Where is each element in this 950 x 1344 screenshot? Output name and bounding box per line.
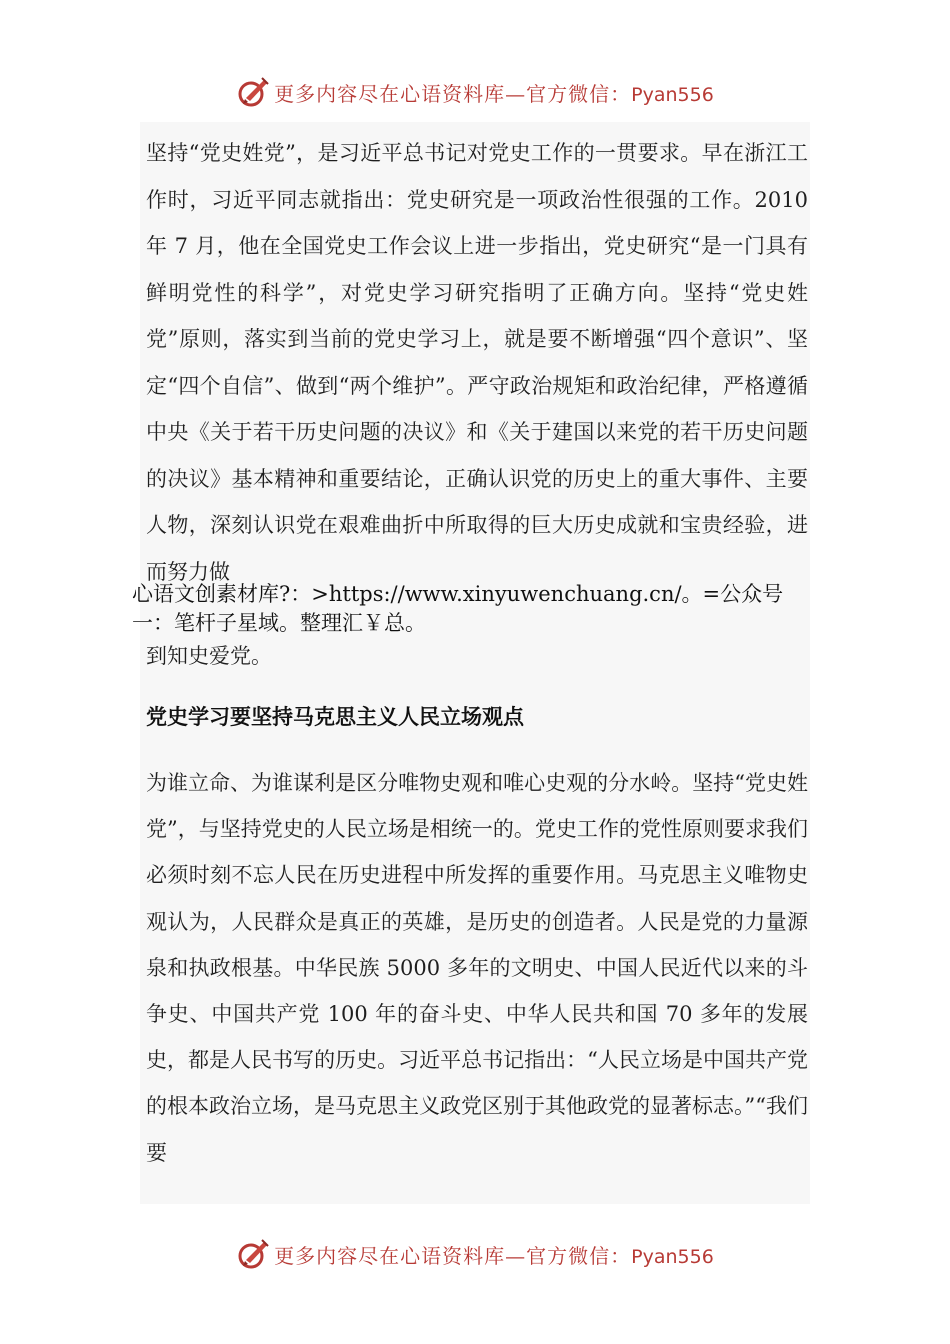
banner-wechat-id: Pyan556 xyxy=(631,1245,714,1268)
section-heading: 党史学习要坚持马克思主义人民立场观点 xyxy=(146,704,524,729)
banner-title: 更多内容尽在心语资料库 xyxy=(274,1243,506,1268)
banner-label: 官方微信： xyxy=(526,1243,632,1268)
header-banner xyxy=(0,72,950,112)
article-paragraph-2: 为谁立命、为谁谋利是区分唯物史观和唯心史观的分水岭。坚持“党史姓党”，与坚持党史的人民立场是相统一的。党史工作的党性原则要求我们必须时刻不忘人民在历史进程中所发挥的重要作用。马克思主义唯物史观认为，人民群众是真正的英雄，是历史的创造者。人民是党的力量源泉和执政根基。中华民族 5000 多年的文明史、中国人民近代以来的斗争史、中国共产党 100 年的奋斗史、中华人民共和国 70 多年的发展史，都是人民书写的历史。习近平总书记指出：“人民立场是中国共产党的根本政治立场，是马克思主义政党区别于其他政党的显著标志。”“我们要 xyxy=(146,771,808,1165)
banner-dash: — xyxy=(505,1243,527,1268)
article-paragraph-1-tail: 到知史爱党。 xyxy=(146,644,272,668)
quill-pen-emblem-icon xyxy=(236,1237,270,1271)
banner-wechat-id: Pyan556 xyxy=(631,83,714,106)
article-paragraph-1: 坚持“党史姓党”，是习近平总书记对党史工作的一贯要求。早在浙江工作时，习近平同志就指出：党史研究是一项政治性很强的工作。2010 年 7 月，他在全国党史工作会议上进一步指出，党史研究“是一门具有鲜明党性的科学”，对党史学习研究指明了正确方向。坚持“党史姓党”原则，落实到当前的党史学习上，就是要不断增强“四个意识”、坚定“四个自信”、做到“两个维护”。严守政治规矩和政治纪律，严格遵循中央《关于若干历史问题的决议》和《关于建国以来党的若干历史问题的决议》基本精神和重要结论，正确认识党的历史上的重大事件、主要人物，深刻认识党在艰难曲折中所取得的巨大历史成就和宝贵经验，进而努力做 xyxy=(146,141,808,584)
banner-label: 官方微信： xyxy=(526,81,632,106)
banner-text xyxy=(274,78,714,107)
quill-pen-emblem-icon xyxy=(236,75,270,109)
banner-dash: — xyxy=(505,81,527,106)
banner-text xyxy=(274,1240,714,1269)
footer-banner xyxy=(0,1234,950,1274)
banner-title: 更多内容尽在心语资料库 xyxy=(274,81,506,106)
watermark-overlay-note: 心语文创素材库?：>https://www.xinyuwenchuang.cn/。=公众号一：笔杆子星域。整理汇￥总。 xyxy=(132,582,784,635)
